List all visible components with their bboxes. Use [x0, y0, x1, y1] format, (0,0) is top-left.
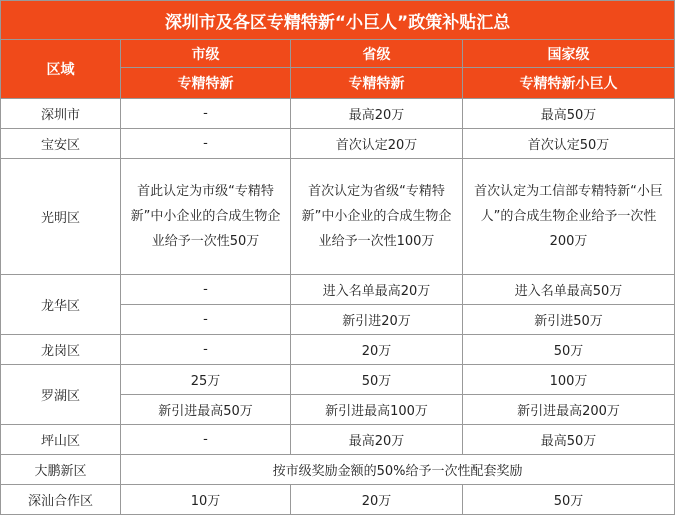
- header-city-level: 市级: [121, 40, 291, 68]
- region-cell: 光明区: [1, 159, 121, 275]
- nat-cell: 新引进最高200万: [463, 395, 675, 425]
- region-cell: 宝安区: [1, 129, 121, 159]
- prov-cell: 20万: [291, 335, 463, 365]
- header-nat-level: 国家级: [463, 40, 675, 68]
- city-cell: -: [121, 275, 291, 305]
- prov-cell: 50万: [291, 365, 463, 395]
- header-region: 区域: [1, 40, 121, 99]
- table-row-shenshan: [1, 485, 675, 515]
- nat-cell: 最高50万: [463, 99, 675, 129]
- header-row-top: [1, 40, 675, 68]
- region-cell: 深汕合作区: [1, 485, 121, 515]
- prov-cell: 进入名单最高20万: [291, 275, 463, 305]
- table-row-pingshan: [1, 425, 675, 455]
- nat-cell: 50万: [463, 485, 675, 515]
- nat-cell: 新引进50万: [463, 305, 675, 335]
- city-cell: -: [121, 425, 291, 455]
- title-row: [1, 1, 675, 40]
- city-cell: 10万: [121, 485, 291, 515]
- city-cell: 新引进最高50万: [121, 395, 291, 425]
- nat-cell: 最高50万: [463, 425, 675, 455]
- table-row-baoan: [1, 129, 675, 159]
- table-row-guangming: [1, 159, 675, 275]
- region-cell: 罗湖区: [1, 365, 121, 425]
- region-cell: 龙华区: [1, 275, 121, 335]
- prov-cell: 新引进最高100万: [291, 395, 463, 425]
- city-cell: -: [121, 99, 291, 129]
- table-row-dapeng: [1, 455, 675, 485]
- table-row-longhua-a: [1, 275, 675, 305]
- city-cell: 首此认定为市级“专精特新”中小企业的合成生物企业给予一次性50万: [121, 159, 291, 275]
- nat-cell: 首次认定50万: [463, 129, 675, 159]
- city-cell: -: [121, 305, 291, 335]
- city-cell: -: [121, 129, 291, 159]
- city-cell: -: [121, 335, 291, 365]
- table-row-longgang: [1, 335, 675, 365]
- prov-cell: 新引进20万: [291, 305, 463, 335]
- region-cell: 坪山区: [1, 425, 121, 455]
- table-row-shenzhen: [1, 99, 675, 129]
- region-cell: 大鹏新区: [1, 455, 121, 485]
- prov-cell: 最高20万: [291, 425, 463, 455]
- table-title: 深圳市及各区专精特新“小巨人”政策补贴汇总: [1, 1, 675, 40]
- header-prov-level: 省级: [291, 40, 463, 68]
- nat-cell: 100万: [463, 365, 675, 395]
- nat-cell: 50万: [463, 335, 675, 365]
- merged-cell: 按市级奖励金额的50%给予一次性配套奖励: [121, 455, 675, 485]
- city-cell: 25万: [121, 365, 291, 395]
- prov-cell: 首次认定20万: [291, 129, 463, 159]
- prov-cell: 最高20万: [291, 99, 463, 129]
- region-cell: 龙岗区: [1, 335, 121, 365]
- nat-cell: 首次认定为工信部专精特新“小巨人”的合成生物企业给予一次性200万: [463, 159, 675, 275]
- prov-cell: 首次认定为省级“专精特新”中小企业的合成生物企业给予一次性100万: [291, 159, 463, 275]
- nat-cell: 进入名单最高50万: [463, 275, 675, 305]
- header-prov-sub: 专精特新: [291, 68, 463, 99]
- header-nat-sub: 专精特新小巨人: [463, 68, 675, 99]
- region-cell: 深圳市: [1, 99, 121, 129]
- prov-cell: 20万: [291, 485, 463, 515]
- header-city-sub: 专精特新: [121, 68, 291, 99]
- table-row-luohu-a: [1, 365, 675, 395]
